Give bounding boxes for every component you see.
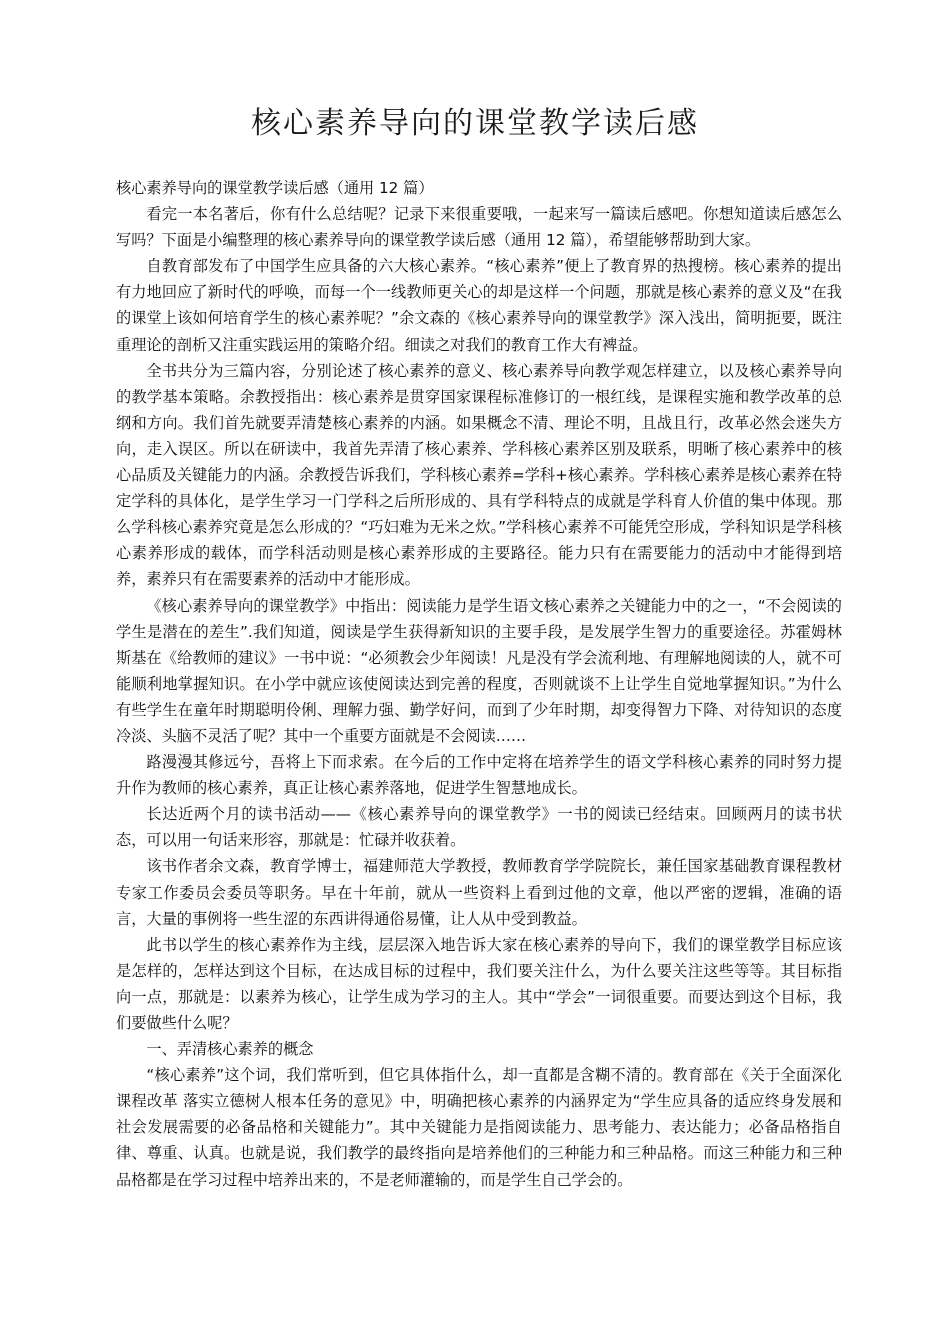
paragraph: 长达近两个月的读书活动——《核心素养导向的课堂教学》一书的阅读已经结束。回顾两月的读书状态，可以用一句话来形容，那就是：忙碌并收获着。 <box>116 805 842 850</box>
paragraph: 自教育部发布了中国学生应具备的六大核心素养。“核心素养”便上了教育界的热搜榜。核心素养的提出有力地回应了新时代的呼唤，而每一个一线教师更关心的却是这样一个问题，那就是核心素养的意义及“在我的课堂上该如何培育学生的核心素养呢？”余文森的《核心素养导向的课堂教学》深入浅出，简明扼要，既注重理论的剖析又注重实践运用的策略介绍。细读之对我们的教育工作大有裨益。 <box>116 257 842 354</box>
paragraph: 看完一本名著后，你有什么总结呢？记录下来很重要哦，一起来写一篇读后感吧。你想知道读后感怎么写吗？下面是小编整理的核心素养导向的课堂教学读后感（通用 12 篇），希望能够帮助到大家。 <box>116 205 842 250</box>
paragraph-subtitle: 核心素养导向的课堂教学读后感（通用 12 篇） <box>116 179 434 197</box>
paragraph: 此书以学生的核心素养作为主线，层层深入地告诉大家在核心素养的导向下，我们的课堂教学目标应该是怎样的，怎样达到这个目标，在达成目标的过程中，我们要关注什么，为什么要关注这些等等。其目标指向一点，那就是：以素养为核心，让学生成为学习的主人。其中“学会”一词很重要。而要达到这个目标，我们要做些什么呢？ <box>116 935 842 1032</box>
paragraph: 该书作者余文森，教育学博士，福建师范大学教授，教师教育学学院院长，兼任国家基础教育课程教材专家工作委员会委员等职务。早在十年前，就从一些资料上看到过他的文章，他以严密的逻辑，准确的语言，大量的事例将一些生涩的东西讲得通俗易懂，让人从中受到教益。 <box>116 857 842 928</box>
document-title: 核心素养导向的课堂教学读后感 <box>251 106 699 141</box>
paragraph: 全书共分为三篇内容，分别论述了核心素养的意义、核心素养导向教学观怎样建立，以及核心素养导向的教学基本策略。余教授指出：核心素养是贯穿国家课程标准修订的一根红线，是课程实施和教学改革的总纲和方向。我们首先就要弄清楚核心素养的内涵。如果概念不清、理论不明，且战且行，改革必然会迷失方向，走入误区。所以在研读中，我首先弄清了核心素养、学科核心素养区别及联系，明晰了核心素养中的核心品质及关键能力的内涵。余教授告诉我们，学科核心素养=学科+核心素养。学科核心素养是核心素养在特定学科的具体化，是学生学习一门学科之后所形成的、具有学科特点的成就是学科育人价值的集中体现。那么学科核心素养究竟是怎么形成的？“巧妇难为无米之炊。”学科核心素养不可能凭空形成，学科知识是学科核心素养形成的载体，而学科活动则是核心素养形成的主要路径。能力只有在需要能力的活动中才能得到培养，素养只有在需要素养的活动中才能形成。 <box>116 361 842 589</box>
document-body <box>116 175 842 1193</box>
paragraph: 路漫漫其修远兮，吾将上下而求索。在今后的工作中定将在培养学生的语文学科核心素养的同时努力提升作为教师的核心素养，真正让核心素养落地，促进学生智慧地成长。 <box>116 753 842 798</box>
section-heading: 一、弄清核心素养的概念 <box>146 1040 314 1059</box>
paragraph: “核心素养”这个词，我们常听到，但它具体指什么，却一直都是含糊不清的。教育部在《关于全面深化课程改革 落实立德树人根本任务的意见》中，明确把核心素养的内涵界定为“学生应具备的适应终身发展和社会发展需要的必备品格和关键能力”。其中关键能力是指阅读能力、思考能力、表达能力；必备品格指自律、尊重、认真。也就是说，我们教学的最终指向是培养他们的三种能力和三种品格。而这三种能力和三种品格都是在学习过程中培养出来的，不是老师灌输的，而是学生自己学会的。 <box>116 1066 842 1189</box>
paragraph: 《核心素养导向的课堂教学》中指出：阅读能力是学生语文核心素养之关键能力中的之一，“不会阅读的学生是潜在的差生”.我们知道，阅读是学生获得新知识的主要手段，是发展学生智力的重要途径。苏霍姆林斯基在《给教师的建议》一书中说：“必须教会少年阅读！凡是没有学会流利地、有理解地阅读的人，就不可能顺利地掌握知识。在小学中就应该使阅读达到完善的程度，否则就谈不上让学生自觉地掌握知识。”为什么有些学生在童年时期聪明伶俐、理解力强、勤学好问，而到了少年时期，却变得智力下降、对待知识的态度冷淡、头脑不灵活了呢？其中一个重要方面就是不会阅读…… <box>116 596 842 745</box>
